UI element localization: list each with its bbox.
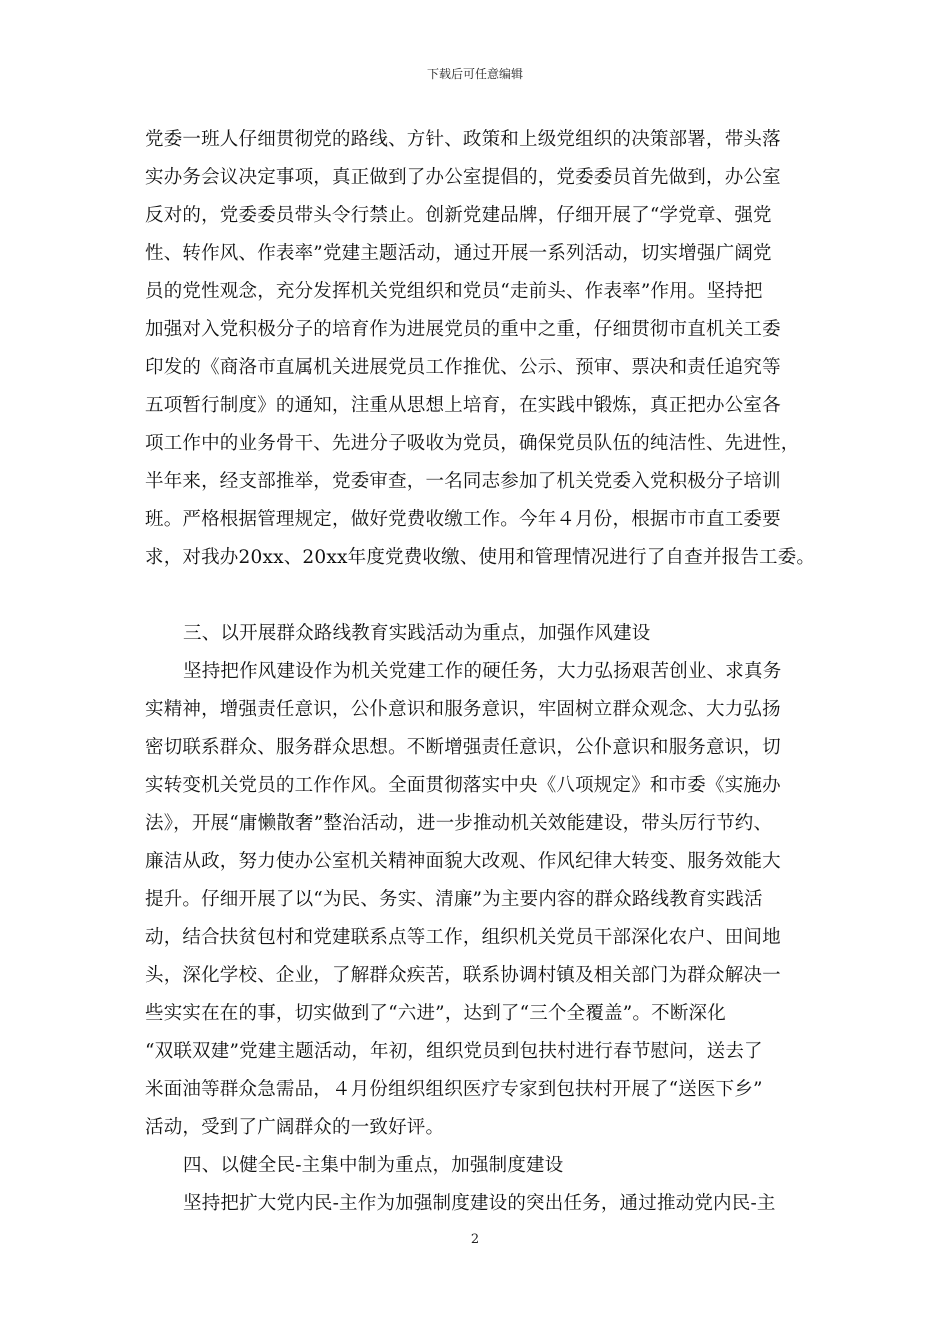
- paragraph-line: 动，结合扶贫包村和党建联系点等工作，组织机关党员干部深化农户、田间地: [145, 927, 781, 948]
- paragraph-line: 五项暂行制度》的通知，注重从思想上培育，在实践中锻炼，真正把办公室各: [145, 395, 781, 416]
- paragraph-line: 法》，开展“庸懒散奢”整治活动，进一步推动机关效能建设，带头厉行节约、: [145, 813, 773, 834]
- paragraph-line: 半年来，经支部推举，党委审查，一名同志参加了机关党委入党积极分子培训: [145, 471, 781, 492]
- paragraph-line: 活动，受到了广阔群众的一致好评。: [145, 1117, 445, 1138]
- paragraph-line: 提升。仔细开展了以“为民、务实、清廉”为主要内容的群众路线教育实践活: [145, 889, 763, 910]
- paragraph-line: 实精神，增强责任意识，公仆意识和服务意识，牢固树立群众观念、大力弘扬: [145, 699, 781, 720]
- paragraph-line: 求，对我办20xx、20xx年度党费收缴、使用和管理情况进行了自查并报告工委。: [145, 547, 816, 568]
- paragraph-line: 实办务会议决定事项，真正做到了办公室提倡的，党委委员首先做到，办公室: [145, 167, 781, 188]
- paragraph-line: 实转变机关党员的工作作风。全面贯彻落实中央《八项规定》和市委《实施办: [145, 775, 781, 796]
- paragraph-line: 米面油等群众急需品，４月份组织组织医疗专家到包扶村开展了“送医下乡”: [145, 1079, 763, 1100]
- paragraph-line: 印发的《商洛市直属机关进展党员工作推优、公示、预审、票决和责任追究等: [145, 357, 781, 378]
- paragraph-line: 加强对入党积极分子的培育作为进展党员的重中之重，仔细贯彻市直机关工委: [145, 319, 781, 340]
- page-number: 2: [470, 1232, 480, 1247]
- paragraph-line: 头，深化学校、企业，了解群众疾苦，联系协调村镇及相关部门为群众解决一: [145, 965, 781, 986]
- page-header: 下载后可任意编辑: [426, 67, 523, 81]
- section-heading: 三、以开展群众路线教育实践活动为重点，加强作风建设: [183, 623, 651, 644]
- paragraph-line: 密切联系群众、服务群众思想。不断增强责任意识，公仆意识和服务意识，切: [145, 737, 781, 758]
- paragraph-line: 坚持把作风建设作为机关党建工作的硬任务，大力弘扬艰苦创业、求真务: [183, 661, 782, 682]
- document-body: [145, 121, 816, 1223]
- paragraph-line: 廉洁从政，努力使办公室机关精神面貌大改观、作风纪律大转变、服务效能大: [145, 851, 781, 872]
- paragraph-line: 党委一班人仔细贯彻党的路线、方针、政策和上级党组织的决策部署，带头落: [145, 129, 781, 150]
- paragraph-line: 班。严格根据管理规定，做好党费收缴工作。今年４月份，根据市市直工委要: [145, 509, 781, 530]
- paragraph-line: 员的党性观念，充分发挥机关党组织和党员“走前头、作表率”作用。坚持把: [145, 281, 763, 302]
- paragraph-line: “双联双建”党建主题活动，年初，组织党员到包扶村进行春节慰问，送去了: [145, 1041, 763, 1062]
- paragraph-line: 些实实在在的事，切实做到了“六进”，达到了“三个全覆盖”。不断深化: [145, 1003, 726, 1024]
- paragraph-line: 坚持把扩大党内民-主作为加强制度建设的突出任务，通过推动党内民-主: [183, 1193, 776, 1214]
- paragraph-line: 项工作中的业务骨干、先进分子吸收为党员，确保党员队伍的纯洁性、先进性，: [145, 433, 800, 454]
- paragraph-line: 反对的，党委委员带头令行禁止。创新党建品牌，仔细开展了“学党章、强党: [145, 205, 772, 226]
- paragraph-line: 性、转作风、作表率”党建主题活动，通过开展一系列活动，切实增强广阔党: [145, 243, 772, 264]
- blank-line: [145, 577, 810, 615]
- section-heading: 四、以健全民-主集中制为重点，加强制度建设: [183, 1155, 564, 1176]
